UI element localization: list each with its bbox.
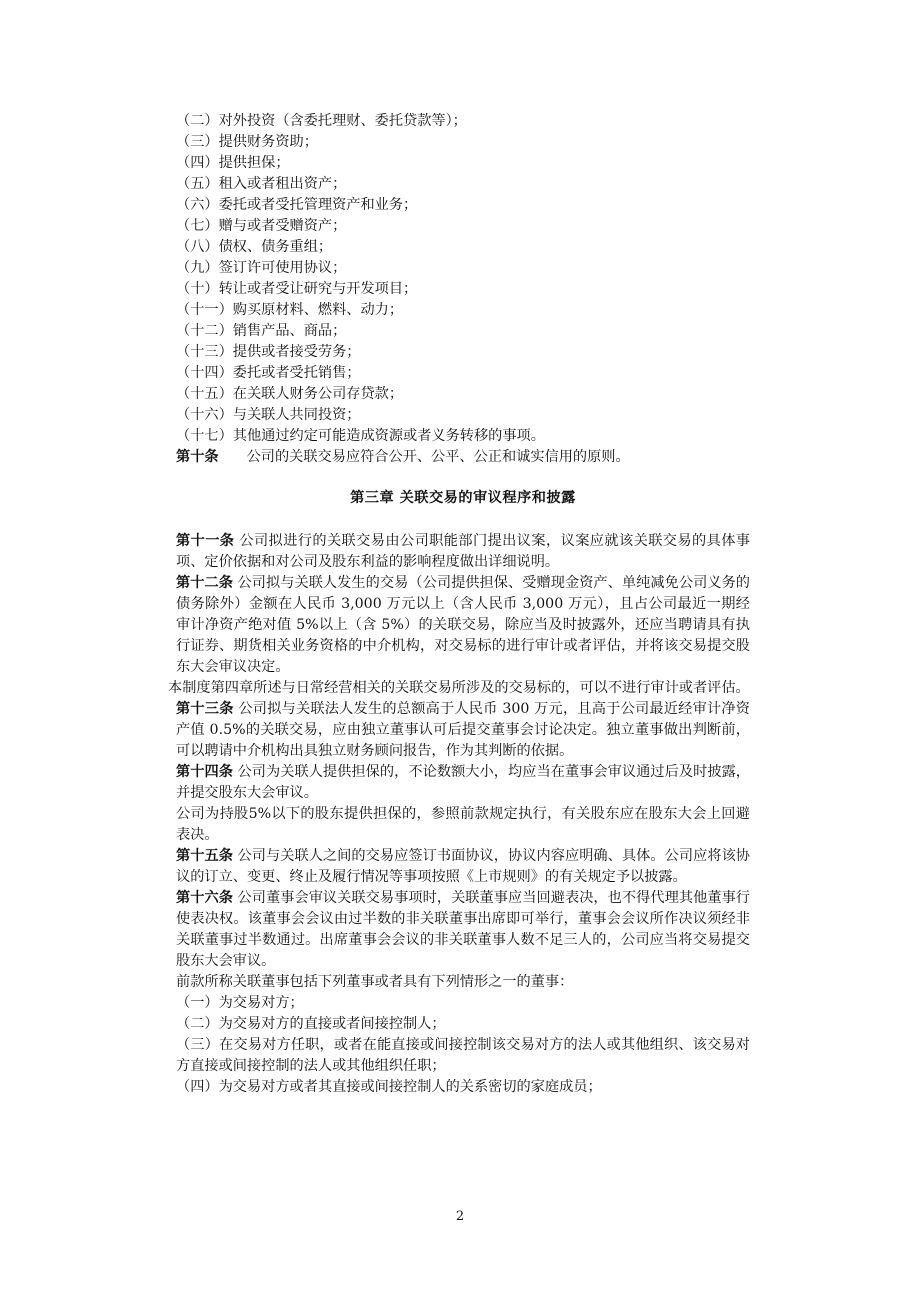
article-14 [176,762,750,804]
article-text: 公司与关联人之间的交易应签订书面协议，协议内容应明确、具体。公司应将该协议的订立、变更、终止及履行情况等事项按照《上市规则》的有关规定予以披露。 [176,848,750,885]
list-item: （十六）与关联人共同投资； [176,407,361,423]
list-item: （三）在交易对方任职，或者在能直接或间接控制该交易对方的法人或其他组织、该交易对方直接或间接控制的法人或其他组织任职； [176,1037,750,1074]
document-body [168,111,750,1098]
article-10 [176,447,750,468]
list-item: （八）债权、债务重组； [176,239,333,255]
article-text: 公司拟与关联法人发生的总额高于人民币 300 万元，且高于公司最近经审计净资产值 0.5%的关联交易，应由独立董事认可后提交董事会讨论决定。独立董事做出判断前，可以聘请中介机构出具独立财务顾问报告，作为其判断的依据。 [176,701,750,759]
list-item: （七）赠与或者受赠资产； [176,218,347,234]
list-item: （五）租入或者租出资产； [176,176,347,192]
article-label: 第十四条 [176,764,233,780]
article-text: 公司董事会审议关联交易事项时，关联董事应当回避表决，也不得代理其他董事行使表决权。该董事会会议由过半数的非关联董事出席即可举行，董事会会议所作决议须经非关联董事过半数通过。出席董事会会议的非关联董事人数不足三人的，公司应当将交易提交股东大会审议。 [176,890,750,969]
list-item: （九）签订许可使用协议； [176,260,347,276]
article-label: 第十三条 [176,701,234,717]
article-text: 公司的关联交易应符合公开、公平、公正和诚实信用的原则。 [246,449,630,465]
article-label: 第十二条 [176,575,233,591]
list-item: （二）对外投资（含委托理财、委托贷款等）； [176,113,467,129]
article-label: 第十一条 [176,533,235,549]
list-item: （一）为交易对方； [176,995,304,1011]
article-label: 第十六条 [176,890,233,906]
article-15 [176,846,750,888]
list-item: （十三）提供或者接受劳务； [176,344,361,360]
list-item: （三）提供财务资助； [176,134,318,150]
chapter-title: 第三章 关联交易的审议程序和披露 [350,490,576,506]
article-text: 公司拟进行的关联交易由公司职能部门提出议案，议案应就该关联交易的具体事项、定价依据和对公司及股东利益的影响程度做出详细说明。 [176,533,750,570]
list-item: （十一）购买原材料、燃料、动力； [176,302,404,318]
list-item: （二）为交易对方的直接或者间接控制人； [176,1016,446,1032]
article-13 [176,699,750,762]
article-label: 第十五条 [176,848,233,864]
list-item: （十二）销售产品、商品； [176,323,347,339]
article-12 [176,573,750,678]
list-item: （四）为交易对方或者其直接或间接控制人的关系密切的家庭成员； [176,1079,602,1095]
article-text: 公司拟与关联人发生的交易（公司提供担保、受赠现金资产、单纯减免公司义务的债务除外）金额在人民币 3,000 万元以上（含人民币 3,000 万元），且占公司最近一期经审计净资产绝对值 5%以上（含 5%）的关联交易，除应当及时披露外，还应当聘请具有执行证券、期货相关业务资格的中介机构，对交易标的进行审计或者评估，并将该交易提交股东大会审议决定。 [176,575,750,675]
list-item: （六）委托或者受托管理资产和业务； [176,197,418,213]
list-item: （十四）委托或者受托销售； [176,365,361,381]
article-12-paragraph-2: 本制度第四章所述与日常经营相关的关联交易所涉及的交易标的，可以不进行审计或者评估。 [168,680,750,696]
article-16-paragraph-2: 前款所称关联董事包括下列董事或者具有下列情形之一的董事： [176,974,574,990]
list-item: （四）提供担保； [176,155,290,171]
article-label: 第十条 [176,449,219,465]
list-item: （十七）其他通过约定可能造成资源或者义务转移的事项。 [176,428,545,444]
list-item: （十）转让或者受让研究与开发项目； [176,281,418,297]
article-14-paragraph-2: 公司为持股5%以下的股东提供担保的，参照前款规定执行，有关股东应在股东大会上回避表决。 [176,806,750,843]
list-item: （十五）在关联人财务公司存贷款； [176,386,404,402]
article-text: 公司为关联人提供担保的，不论数额大小，均应当在董事会审议通过后及时披露，并提交股东大会审议。 [176,764,750,801]
page-number: 2 [455,1209,465,1224]
article-16 [176,888,750,972]
article-11 [176,531,750,573]
